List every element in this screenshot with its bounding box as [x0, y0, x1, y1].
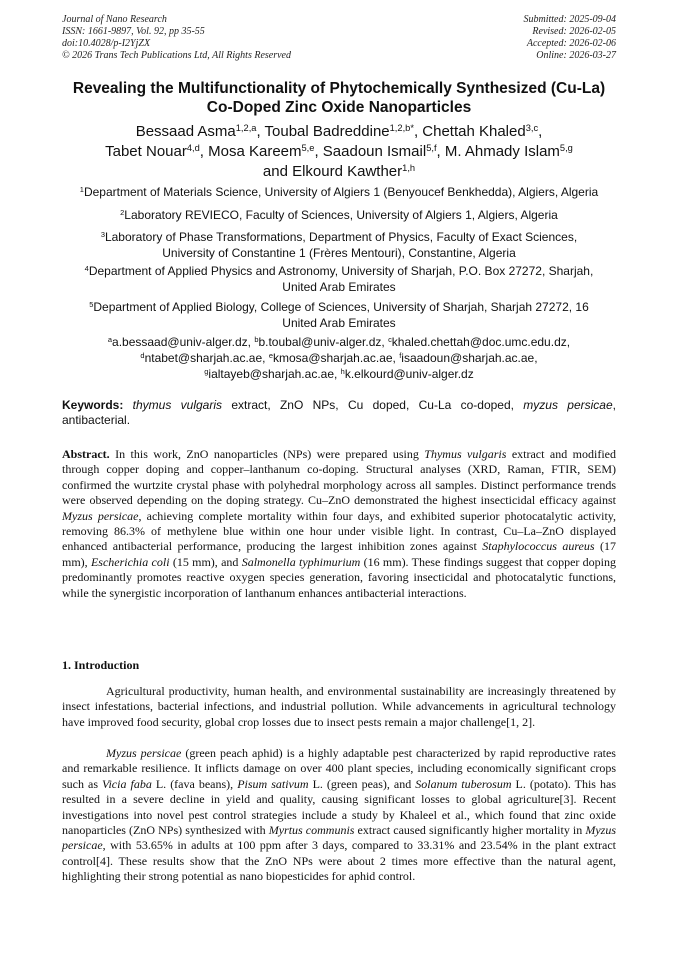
journal-doi[interactable]: doi:10.4028/p-I2YjZX: [62, 38, 151, 49]
email-link[interactable]: b.toubal@univ-alger.dz: [258, 335, 382, 349]
affiliation-sup: 5: [89, 299, 94, 309]
author-affiliation-sup: 1,h: [402, 162, 416, 173]
email-link[interactable]: a.bessaad@univ-alger.dz: [112, 335, 248, 349]
affiliation-sup: 2: [120, 207, 125, 217]
keywords: Keywords: thymus vulgaris extract, ZnO NPs, Cu doped, Cu-La co-doped, myzus persicae, antibacterial.: [62, 398, 616, 427]
author-name: Tabet Nouar: [105, 143, 187, 160]
affiliation-line: $^4$Department of Applied Physics and Astronomy, University of Sharjah, P.O. Box 27272, Sharjah,: [84, 263, 594, 278]
author-affiliation-sup: 1,2,b*: [389, 122, 414, 133]
affiliation-sup: 3: [100, 229, 105, 239]
email-line: $^d$ntabet@sharjah.ac.ae, $^e$kmosa@sharjah.ac.ae, $^f$isaadoun@sharjah.ac.ae,: [140, 350, 538, 365]
author-name: Chettah Khaled: [422, 123, 526, 140]
email-link[interactable]: kmosa@sharjah.ac.ae: [272, 351, 393, 365]
affiliation-2: [40, 207, 638, 223]
author-name: M. Ahmady Islam: [444, 143, 560, 160]
author-name: Mosa Kareem: [208, 143, 302, 160]
affiliation-line: $^1$Department of Materials Science, University of Algiers 1 (Benyoucef Benkhedda), Algiers, Algeria: [79, 184, 599, 199]
author-affiliation-sup: 4,d: [186, 142, 200, 153]
email-link[interactable]: isaadoun@sharjah.ac.ae: [401, 351, 535, 365]
accepted-date: Accepted: 2026-02-06: [526, 38, 616, 49]
title-line: Revealing the Multifunctionality of Phytochemically Synthesized (Cu-La): [72, 80, 606, 97]
author-conjunction: and: [262, 163, 288, 180]
email-link[interactable]: khaled.chettah@doc.umc.edu.dz: [391, 335, 567, 349]
author-line: [40, 162, 638, 182]
abstract: Abstract. In this work, ZnO nanoparticles (NPs) were prepared using Thymus vulgaris extract and modified through copper doping and copper–lanthanum co-doping. Structural analyses (XRD, Raman, FTIR, SEM) confirmed the wurtzite crystal phase with polyhedral morphology across all samples. Distinct performance trends were observed depending on the doping strategy. Cu–ZnO demonstrated the highest insecticidal efficacy against Myzus persicae, achieving complete mortality within four days, and exhibited superior photocatalytic activity, removing 86.3% of methylene blue within one hour under visible light. In contrast, Cu–La–ZnO displayed enhanced antibacterial performance, producing the largest inhibition zones against Staphylococcus aureus (17 mm), Escherichia coli (15 mm), and Salmonella typhimurium (16 mm). These findings suggest that copper doping predominantly promotes reactive oxygen species generation, favoring insecticidal and photocatalytic functions, while the synergistic incorporation of lanthanum enhances antibacterial interactions.: [62, 447, 617, 600]
author-name: Toubal Badreddine: [264, 123, 390, 140]
email-line: $^a$a.bessaad@univ-alger.dz, $^b$b.toubal@univ-alger.dz, $^c$khaled.chettah@doc.umc.edu.dz,: [107, 334, 571, 349]
email-line: $^g$ialtayeb@sharjah.ac.ae, $^h$k.elkourd@univ-alger.dz: [204, 366, 474, 381]
section-heading-introduction: 1. Introduction: [62, 658, 140, 672]
journal-copyright: © 2026 Trans Tech Publications Ltd, All Rights Reserved: [62, 50, 291, 61]
affiliation-sup: 4: [84, 263, 89, 273]
author-affiliation-sup: 5,g: [559, 142, 573, 153]
affiliation-4: [40, 263, 638, 295]
author-name: Bessaad Asma: [135, 123, 236, 140]
journal-issn: ISSN: 1661-9897, Vol. 92, pp 35-55: [62, 26, 205, 37]
affiliation-3: [40, 229, 638, 261]
affiliation-line: University of Constantine 1 (Frères Mentouri), Constantine, Algeria: [162, 246, 516, 260]
author-name: Elkourd Kawther: [292, 163, 403, 180]
email-list: [40, 334, 638, 382]
paper-title: [40, 79, 638, 117]
abstract-label: Abstract.: [62, 447, 110, 461]
revised-date: Revised: 2026-02-05: [532, 26, 616, 37]
author-line: Bessaad Asma$^{1,2,a}$, Toubal Badreddine$^{1,2,b*}$, Chettah Khaled$^{3,c}$,: [135, 122, 543, 140]
intro-paragraph-1: Agricultural productivity, human health, and environmental sustainability are increasingly threatened by insect infestations, bacterial infections, and industrial pollution. While advancements in agricultural technology have improved food security, global crop losses due to insect pests remain a major challenge[1, 2].: [62, 684, 616, 729]
email-link[interactable]: ntabet@sharjah.ac.ae: [144, 351, 263, 365]
affiliation-line: $^2$Laboratory REVIECO, Faculty of Sciences, University of Algiers 1, Algiers, Algeria: [120, 207, 558, 222]
email-link[interactable]: k.elkourd@univ-alger.dz: [344, 367, 474, 381]
title-line: Co-Doped Zinc Oxide Nanoparticles: [206, 99, 472, 116]
affiliation-line: $^3$Laboratory of Phase Transformations, Department of Physics, Faculty of Exact Sciences,: [100, 229, 578, 244]
author-name: Saadoun Ismail: [322, 143, 427, 160]
intro-paragraph-2: Myzus persicae (green peach aphid) is a highly adaptable pest characterized by rapid reproductive rates and remarkable resilience. It inflicts damage on over 400 plant species, including economically significant crops such as Vicia faba L. (fava beans), Pisum sativum L. (green peas), and Solanum tuberosum L. (potato). This has resulted in a severe decline in yield and quality, causing significant losses to global agriculture[3]. Recent investigations into novel pest control strategies include a study by Khaleel et al., which found that zinc oxide nanoparticles (ZnO NPs) synthesized with Myrtus communis extract caused significantly higher mortality in Myzus persicae, with 53.65% in adults at 100 ppm after 3 days, compared to 33.31% and 23.54% in the plant extract control[4]. These results show that the ZnO NPs were about 2 times more effective than the natural agent, highlighting their strong potential as nano biopesticides for aphid control.: [62, 746, 616, 884]
journal-header-right: [524, 14, 617, 62]
author-affiliation-sup: 5,e: [301, 142, 315, 153]
journal-name: Journal of Nano Research: [62, 14, 167, 25]
email-link[interactable]: ialtayeb@sharjah.ac.ae: [208, 367, 334, 381]
affiliation-sup: 1: [79, 184, 84, 194]
author-affiliation-sup: 5,f: [426, 142, 437, 153]
submitted-date: Submitted: 2025-09-04: [523, 14, 616, 25]
affiliation-line: United Arab Emirates: [282, 316, 396, 330]
affiliation-5: [40, 299, 638, 331]
journal-header-left: [62, 14, 291, 62]
author-line: Tabet Nouar$^{4,d}$, Mosa Kareem$^{5,e}$, Saadoun Ismail$^{5,f}$, M. Ahmady Islam$^{5,g}$: [105, 142, 573, 160]
author-list: [40, 122, 638, 182]
keywords-label: Keywords:: [62, 398, 124, 412]
author-affiliation-sup: 3,c: [525, 122, 539, 133]
online-date: Online: 2026-03-27: [536, 50, 616, 61]
affiliation-line: United Arab Emirates: [282, 280, 396, 294]
affiliation-1: [40, 184, 638, 200]
author-affiliation-sup: 1,2,a: [235, 122, 257, 133]
affiliation-line: $^5$Department of Applied Biology, College of Sciences, University of Sharjah, Sharjah 27272, 16: [89, 299, 589, 314]
